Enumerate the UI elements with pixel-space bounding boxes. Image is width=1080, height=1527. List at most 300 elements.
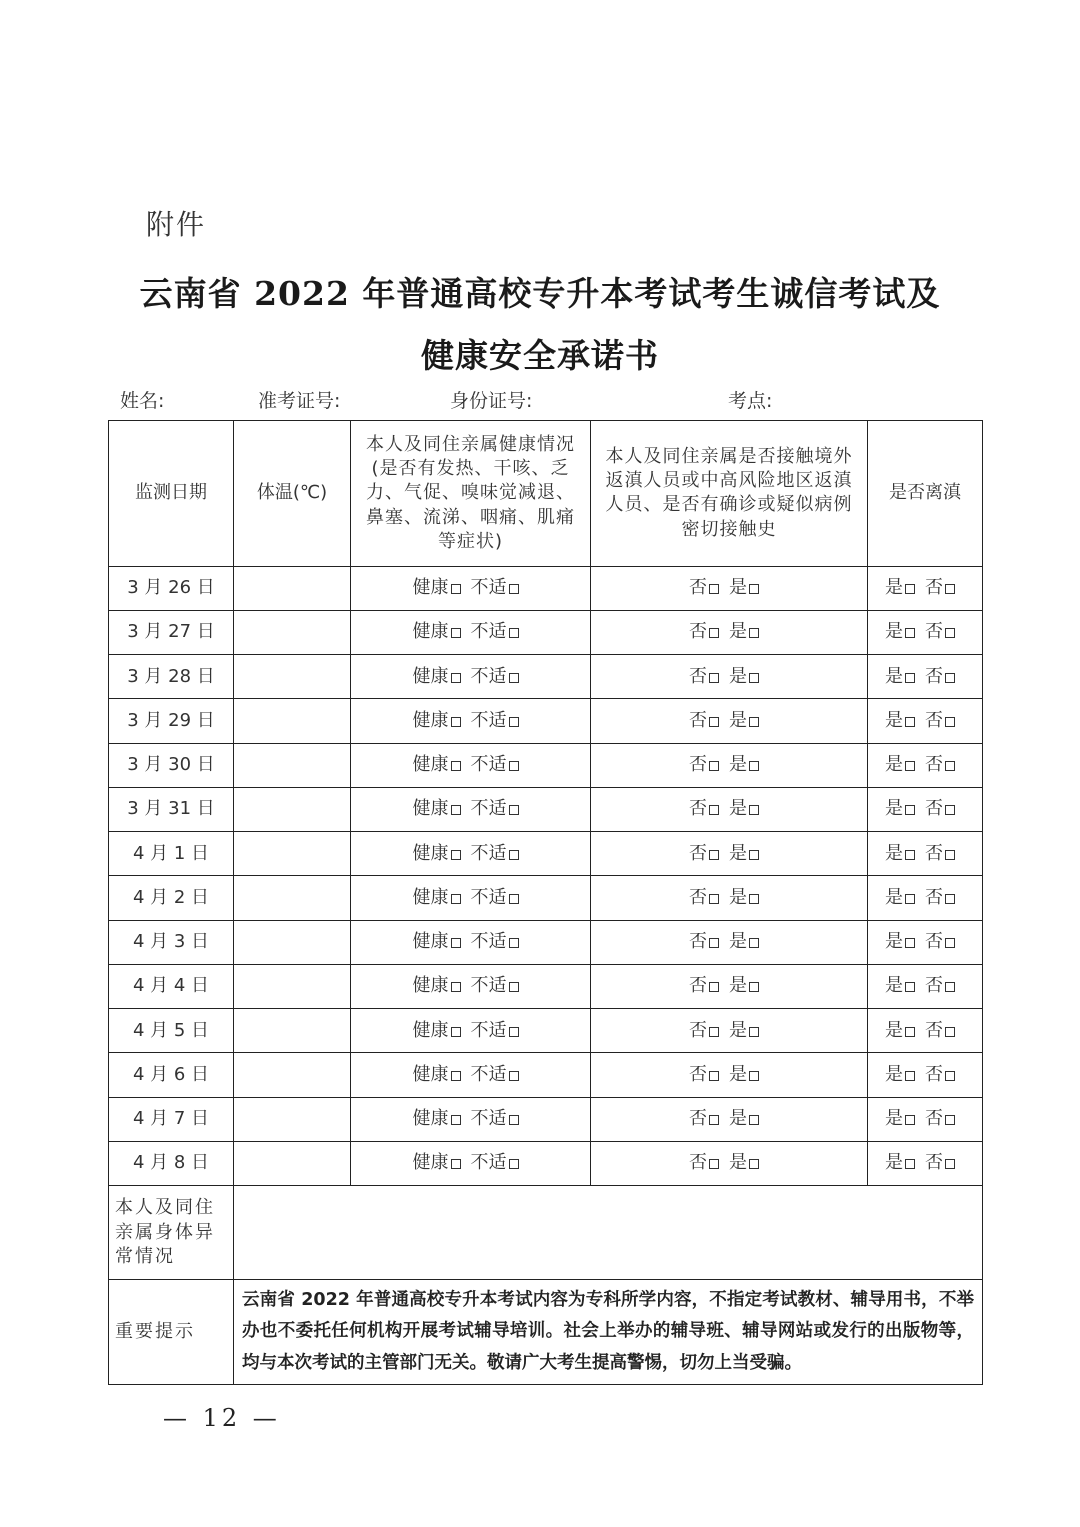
option-unwell[interactable] bbox=[471, 1064, 529, 1085]
option-unwell[interactable] bbox=[471, 931, 529, 952]
option-no[interactable] bbox=[689, 1108, 729, 1129]
notice-text: 云南省 2022 年普通高校专升本考试内容为专科所学内容，不指定考试教材、辅导用书，不举办也不委托任何机构开展考试辅导培训。社会上举办的辅导班、辅导网站或发行的出版物等，均与本次考试的主管部门无关。敬请广大考生提高警惕，切勿上当受骗。 bbox=[234, 1280, 983, 1385]
option-healthy-label: 健康 bbox=[412, 621, 449, 643]
health-status-cell bbox=[351, 1053, 591, 1097]
checkbox[interactable] bbox=[709, 584, 719, 594]
checkbox[interactable] bbox=[905, 894, 915, 904]
monitor-date: 4 月 2 日 bbox=[109, 876, 234, 920]
option-yes[interactable] bbox=[885, 621, 925, 642]
checkbox[interactable] bbox=[749, 584, 759, 594]
option-no[interactable] bbox=[925, 931, 965, 952]
checkbox[interactable] bbox=[509, 1159, 519, 1169]
checkbox[interactable] bbox=[709, 1027, 719, 1037]
temperature-input-cell[interactable] bbox=[234, 832, 351, 876]
option-no-label: 否 bbox=[925, 1108, 943, 1130]
option-healthy-label: 健康 bbox=[412, 1063, 449, 1085]
monitor-date: 3 月 29 日 bbox=[109, 699, 234, 743]
option-yes-label: 是 bbox=[729, 842, 747, 864]
checkbox[interactable] bbox=[749, 761, 759, 771]
monitor-date: 4 月 4 日 bbox=[109, 964, 234, 1008]
checkbox[interactable] bbox=[905, 938, 915, 948]
checkbox[interactable] bbox=[945, 1159, 955, 1169]
applicant-fields bbox=[0, 386, 1080, 412]
option-unwell[interactable] bbox=[471, 1020, 529, 1041]
option-no-label: 否 bbox=[925, 1019, 943, 1041]
checkbox[interactable] bbox=[451, 850, 461, 860]
option-unwell-label: 不适 bbox=[470, 754, 507, 776]
checkbox[interactable] bbox=[451, 982, 461, 992]
option-yes-label: 是 bbox=[885, 621, 903, 643]
option-no[interactable] bbox=[925, 975, 965, 996]
checkbox[interactable] bbox=[709, 850, 719, 860]
option-yes-label: 是 bbox=[885, 709, 903, 731]
option-healthy-label: 健康 bbox=[412, 886, 449, 908]
checkbox[interactable] bbox=[709, 1115, 719, 1125]
contact-history-cell bbox=[591, 1009, 868, 1053]
checkbox[interactable] bbox=[945, 673, 955, 683]
checkbox[interactable] bbox=[749, 850, 759, 860]
monitor-date: 4 月 7 日 bbox=[109, 1097, 234, 1141]
left-yunnan-cell bbox=[868, 743, 983, 787]
contact-history-cell bbox=[591, 920, 868, 964]
temperature-input-cell[interactable] bbox=[234, 876, 351, 920]
option-no[interactable] bbox=[689, 1020, 729, 1041]
checkbox[interactable] bbox=[509, 850, 519, 860]
checkbox[interactable] bbox=[905, 584, 915, 594]
option-healthy[interactable] bbox=[413, 666, 471, 687]
checkbox[interactable] bbox=[709, 805, 719, 815]
checkbox[interactable] bbox=[945, 805, 955, 815]
checkbox[interactable] bbox=[509, 628, 519, 638]
checkbox[interactable] bbox=[509, 805, 519, 815]
checkbox[interactable] bbox=[451, 1071, 461, 1081]
option-no[interactable] bbox=[925, 887, 965, 908]
left-yunnan-cell bbox=[868, 787, 983, 831]
option-no[interactable] bbox=[925, 798, 965, 819]
checkbox[interactable] bbox=[905, 1027, 915, 1037]
checkbox[interactable] bbox=[509, 761, 519, 771]
monitor-date: 4 月 5 日 bbox=[109, 1009, 234, 1053]
option-yes[interactable] bbox=[729, 1108, 769, 1129]
option-no[interactable] bbox=[689, 843, 729, 864]
checkbox[interactable] bbox=[509, 673, 519, 683]
temperature-input-cell[interactable] bbox=[234, 699, 351, 743]
temperature-input-cell[interactable] bbox=[234, 964, 351, 1008]
option-no[interactable] bbox=[689, 1064, 729, 1085]
option-yes[interactable] bbox=[885, 754, 925, 775]
checkbox[interactable] bbox=[905, 1071, 915, 1081]
option-unwell[interactable] bbox=[471, 975, 529, 996]
contact-history-cell bbox=[591, 743, 868, 787]
option-no[interactable] bbox=[925, 754, 965, 775]
notice-row bbox=[109, 1280, 983, 1385]
option-no-label: 否 bbox=[925, 709, 943, 731]
checkbox[interactable] bbox=[945, 717, 955, 727]
option-no[interactable] bbox=[689, 887, 729, 908]
checkbox[interactable] bbox=[451, 1027, 461, 1037]
checkbox[interactable] bbox=[509, 938, 519, 948]
checkbox[interactable] bbox=[709, 938, 719, 948]
left-yunnan-cell bbox=[868, 876, 983, 920]
option-yes[interactable] bbox=[729, 666, 769, 687]
temperature-input-cell[interactable] bbox=[234, 920, 351, 964]
contact-history-cell bbox=[591, 876, 868, 920]
option-healthy-label: 健康 bbox=[412, 798, 449, 820]
checkbox[interactable] bbox=[749, 628, 759, 638]
left-yunnan-cell bbox=[868, 1097, 983, 1141]
left-yunnan-cell bbox=[868, 1009, 983, 1053]
option-healthy[interactable] bbox=[413, 754, 471, 775]
option-no-label: 否 bbox=[689, 665, 707, 687]
option-no[interactable] bbox=[689, 621, 729, 642]
option-healthy-label: 健康 bbox=[412, 1108, 449, 1130]
option-no[interactable] bbox=[689, 710, 729, 731]
contact-history-cell bbox=[591, 610, 868, 654]
option-unwell-label: 不适 bbox=[470, 975, 507, 997]
option-unwell-label: 不适 bbox=[470, 621, 507, 643]
checkbox[interactable] bbox=[905, 850, 915, 860]
option-no-label: 否 bbox=[689, 709, 707, 731]
option-no[interactable] bbox=[689, 577, 729, 598]
option-no[interactable] bbox=[925, 1020, 965, 1041]
option-no[interactable] bbox=[925, 1108, 965, 1129]
checkbox[interactable] bbox=[945, 982, 955, 992]
checkbox[interactable] bbox=[709, 628, 719, 638]
option-no-label: 否 bbox=[689, 621, 707, 643]
checkbox[interactable] bbox=[451, 628, 461, 638]
health-status-cell bbox=[351, 1009, 591, 1053]
option-no[interactable] bbox=[925, 1152, 965, 1173]
header-health-status: 本人及同住亲属健康情况(是否有发热、干咳、乏力、气促、嗅味觉减退、鼻塞、流涕、咽痛、肌痛等症状) bbox=[351, 421, 591, 567]
temperature-input-cell[interactable] bbox=[234, 655, 351, 699]
option-yes-label: 是 bbox=[729, 1152, 747, 1174]
abnormal-condition-row bbox=[109, 1186, 983, 1280]
health-status-cell bbox=[351, 1141, 591, 1185]
option-healthy-label: 健康 bbox=[412, 577, 449, 599]
option-no-label: 否 bbox=[925, 621, 943, 643]
option-no[interactable] bbox=[689, 975, 729, 996]
checkbox[interactable] bbox=[709, 1071, 719, 1081]
option-unwell[interactable] bbox=[471, 577, 529, 598]
option-no[interactable] bbox=[925, 577, 965, 598]
checkbox[interactable] bbox=[509, 584, 519, 594]
option-no-label: 否 bbox=[925, 665, 943, 687]
option-no-label: 否 bbox=[689, 842, 707, 864]
option-yes[interactable] bbox=[729, 1064, 769, 1085]
checkbox[interactable] bbox=[945, 1115, 955, 1125]
option-healthy-label: 健康 bbox=[412, 842, 449, 864]
option-healthy[interactable] bbox=[413, 1020, 471, 1041]
option-yes-label: 是 bbox=[885, 1108, 903, 1130]
notice-label: 重要提示 bbox=[109, 1280, 234, 1385]
option-yes-label: 是 bbox=[885, 1019, 903, 1041]
option-no[interactable] bbox=[925, 710, 965, 731]
health-status-cell bbox=[351, 743, 591, 787]
checkbox[interactable] bbox=[451, 938, 461, 948]
annex-label: 附件 bbox=[146, 208, 207, 241]
table-row bbox=[109, 876, 983, 920]
option-yes[interactable] bbox=[885, 1064, 925, 1085]
contact-history-cell bbox=[591, 655, 868, 699]
option-no-label: 否 bbox=[689, 754, 707, 776]
table-row bbox=[109, 699, 983, 743]
option-healthy[interactable] bbox=[413, 621, 471, 642]
checkbox[interactable] bbox=[905, 628, 915, 638]
checkbox[interactable] bbox=[945, 628, 955, 638]
option-unwell-label: 不适 bbox=[470, 1063, 507, 1085]
checkbox[interactable] bbox=[905, 761, 915, 771]
option-healthy[interactable] bbox=[413, 1108, 471, 1129]
checkbox[interactable] bbox=[509, 1071, 519, 1081]
health-status-cell bbox=[351, 699, 591, 743]
option-yes[interactable] bbox=[729, 975, 769, 996]
option-yes-label: 是 bbox=[729, 975, 747, 997]
option-yes[interactable] bbox=[885, 666, 925, 687]
option-yes[interactable] bbox=[885, 1152, 925, 1173]
option-no-label: 否 bbox=[689, 886, 707, 908]
option-yes-label: 是 bbox=[729, 886, 747, 908]
checkbox[interactable] bbox=[709, 673, 719, 683]
checkbox[interactable] bbox=[749, 805, 759, 815]
checkbox[interactable] bbox=[709, 1159, 719, 1169]
health-monitoring-table bbox=[108, 420, 983, 1385]
checkbox[interactable] bbox=[709, 761, 719, 771]
checkbox[interactable] bbox=[509, 1115, 519, 1125]
option-yes-label: 是 bbox=[885, 798, 903, 820]
option-unwell[interactable] bbox=[471, 1152, 529, 1173]
option-yes-label: 是 bbox=[885, 975, 903, 997]
table-row bbox=[109, 566, 983, 610]
option-healthy-label: 健康 bbox=[412, 709, 449, 731]
monitor-date: 3 月 30 日 bbox=[109, 743, 234, 787]
option-no-label: 否 bbox=[689, 577, 707, 599]
option-no-label: 否 bbox=[925, 754, 943, 776]
table-row bbox=[109, 1141, 983, 1185]
option-unwell-label: 不适 bbox=[470, 665, 507, 687]
checkbox[interactable] bbox=[905, 1159, 915, 1169]
checkbox[interactable] bbox=[709, 717, 719, 727]
option-yes[interactable] bbox=[885, 798, 925, 819]
contact-history-cell bbox=[591, 787, 868, 831]
checkbox[interactable] bbox=[749, 1027, 759, 1037]
health-status-cell bbox=[351, 832, 591, 876]
document-title-line2: 健康安全承诺书 bbox=[421, 336, 659, 375]
checkbox[interactable] bbox=[451, 761, 461, 771]
checkbox[interactable] bbox=[709, 982, 719, 992]
header-temperature: 体温(℃) bbox=[234, 421, 351, 567]
checkbox[interactable] bbox=[749, 717, 759, 727]
option-yes-label: 是 bbox=[729, 931, 747, 953]
temperature-input-cell[interactable] bbox=[234, 787, 351, 831]
checkbox[interactable] bbox=[905, 717, 915, 727]
option-yes[interactable] bbox=[729, 1152, 769, 1173]
header-contact-history: 本人及同住亲属是否接触境外返滇人员或中高风险地区返滇人员、是否有确诊或疑似病例密切接触史 bbox=[591, 421, 868, 567]
table-row bbox=[109, 920, 983, 964]
option-yes-label: 是 bbox=[885, 1063, 903, 1085]
checkbox[interactable] bbox=[451, 805, 461, 815]
checkbox[interactable] bbox=[451, 1159, 461, 1169]
option-yes-label: 是 bbox=[729, 754, 747, 776]
checkbox[interactable] bbox=[749, 1159, 759, 1169]
temperature-input-cell[interactable] bbox=[234, 743, 351, 787]
checkbox[interactable] bbox=[945, 894, 955, 904]
option-yes[interactable] bbox=[885, 577, 925, 598]
option-yes[interactable] bbox=[885, 710, 925, 731]
left-yunnan-cell bbox=[868, 964, 983, 1008]
health-status-cell bbox=[351, 655, 591, 699]
option-no[interactable] bbox=[925, 843, 965, 864]
option-unwell[interactable] bbox=[471, 710, 529, 731]
checkbox[interactable] bbox=[451, 1115, 461, 1125]
option-healthy[interactable] bbox=[413, 887, 471, 908]
option-yes[interactable] bbox=[885, 1020, 925, 1041]
checkbox[interactable] bbox=[509, 717, 519, 727]
option-unwell[interactable] bbox=[471, 887, 529, 908]
option-unwell-label: 不适 bbox=[470, 886, 507, 908]
option-healthy[interactable] bbox=[413, 1152, 471, 1173]
option-no-label: 否 bbox=[689, 798, 707, 820]
checkbox[interactable] bbox=[945, 761, 955, 771]
option-unwell[interactable] bbox=[471, 798, 529, 819]
option-yes-label: 是 bbox=[885, 886, 903, 908]
option-unwell[interactable] bbox=[471, 666, 529, 687]
option-no[interactable] bbox=[925, 621, 965, 642]
option-unwell[interactable] bbox=[471, 754, 529, 775]
checkbox[interactable] bbox=[749, 982, 759, 992]
option-no[interactable] bbox=[689, 798, 729, 819]
checkbox[interactable] bbox=[905, 673, 915, 683]
option-no-label: 否 bbox=[925, 577, 943, 599]
option-no[interactable] bbox=[689, 931, 729, 952]
option-unwell-label: 不适 bbox=[470, 1152, 507, 1174]
checkbox[interactable] bbox=[945, 1027, 955, 1037]
option-no-label: 否 bbox=[925, 1152, 943, 1174]
table-row bbox=[109, 1097, 983, 1141]
name-field-label: 姓名: bbox=[120, 390, 165, 412]
abnormal-condition-input[interactable] bbox=[234, 1186, 983, 1280]
checkbox[interactable] bbox=[905, 982, 915, 992]
option-unwell[interactable] bbox=[471, 621, 529, 642]
option-no-label: 否 bbox=[689, 975, 707, 997]
temperature-input-cell[interactable] bbox=[234, 1097, 351, 1141]
table-row bbox=[109, 964, 983, 1008]
checkbox[interactable] bbox=[451, 584, 461, 594]
temperature-input-cell[interactable] bbox=[234, 1053, 351, 1097]
monitor-date: 4 月 6 日 bbox=[109, 1053, 234, 1097]
checkbox[interactable] bbox=[509, 894, 519, 904]
option-no[interactable] bbox=[925, 666, 965, 687]
option-no-label: 否 bbox=[689, 1063, 707, 1085]
checkbox[interactable] bbox=[945, 1071, 955, 1081]
checkbox[interactable] bbox=[749, 938, 759, 948]
option-yes[interactable] bbox=[729, 577, 769, 598]
option-yes[interactable] bbox=[729, 1020, 769, 1041]
checkbox[interactable] bbox=[945, 850, 955, 860]
option-no-label: 否 bbox=[925, 798, 943, 820]
left-yunnan-cell bbox=[868, 832, 983, 876]
option-yes[interactable] bbox=[885, 1108, 925, 1129]
option-yes[interactable] bbox=[885, 931, 925, 952]
checkbox[interactable] bbox=[905, 1115, 915, 1125]
option-unwell-label: 不适 bbox=[470, 931, 507, 953]
table-row bbox=[109, 787, 983, 831]
left-yunnan-cell bbox=[868, 920, 983, 964]
checkbox[interactable] bbox=[709, 894, 719, 904]
checkbox[interactable] bbox=[749, 894, 759, 904]
option-yes[interactable] bbox=[885, 843, 925, 864]
left-yunnan-cell bbox=[868, 566, 983, 610]
option-yes[interactable] bbox=[729, 887, 769, 908]
option-yes[interactable] bbox=[885, 887, 925, 908]
option-yes[interactable] bbox=[729, 754, 769, 775]
option-healthy[interactable] bbox=[413, 843, 471, 864]
checkbox[interactable] bbox=[749, 673, 759, 683]
checkbox[interactable] bbox=[451, 673, 461, 683]
checkbox[interactable] bbox=[749, 1071, 759, 1081]
option-no[interactable] bbox=[689, 754, 729, 775]
id-number-field-label: 身份证号: bbox=[450, 390, 533, 412]
option-no[interactable] bbox=[689, 1152, 729, 1173]
option-no[interactable] bbox=[689, 666, 729, 687]
option-unwell-label: 不适 bbox=[470, 709, 507, 731]
option-no-label: 否 bbox=[689, 1019, 707, 1041]
option-unwell[interactable] bbox=[471, 1108, 529, 1129]
option-yes[interactable] bbox=[885, 975, 925, 996]
option-yes-label: 是 bbox=[885, 1152, 903, 1174]
header-date: 监测日期 bbox=[109, 421, 234, 567]
checkbox[interactable] bbox=[945, 938, 955, 948]
option-no-label: 否 bbox=[689, 1108, 707, 1130]
page-number: — 12 — bbox=[163, 1404, 281, 1432]
temperature-input-cell[interactable] bbox=[234, 610, 351, 654]
monitor-date: 4 月 3 日 bbox=[109, 920, 234, 964]
health-status-cell bbox=[351, 876, 591, 920]
checkbox[interactable] bbox=[451, 894, 461, 904]
option-yes[interactable] bbox=[729, 710, 769, 731]
option-yes[interactable] bbox=[729, 798, 769, 819]
option-healthy[interactable] bbox=[413, 931, 471, 952]
option-yes[interactable] bbox=[729, 843, 769, 864]
option-no-label: 否 bbox=[689, 1152, 707, 1174]
temperature-input-cell[interactable] bbox=[234, 1009, 351, 1053]
option-yes[interactable] bbox=[729, 621, 769, 642]
option-no[interactable] bbox=[925, 1064, 965, 1085]
contact-history-cell bbox=[591, 1053, 868, 1097]
option-healthy[interactable] bbox=[413, 975, 471, 996]
checkbox[interactable] bbox=[451, 717, 461, 727]
checkbox[interactable] bbox=[945, 584, 955, 594]
contact-history-cell bbox=[591, 1141, 868, 1185]
checkbox[interactable] bbox=[749, 1115, 759, 1125]
table-row bbox=[109, 1009, 983, 1053]
temperature-input-cell[interactable] bbox=[234, 566, 351, 610]
option-yes[interactable] bbox=[729, 931, 769, 952]
option-unwell[interactable] bbox=[471, 843, 529, 864]
option-healthy[interactable] bbox=[413, 710, 471, 731]
checkbox[interactable] bbox=[509, 1027, 519, 1037]
checkbox[interactable] bbox=[509, 982, 519, 992]
table-row bbox=[109, 1053, 983, 1097]
option-healthy[interactable] bbox=[413, 798, 471, 819]
option-healthy[interactable] bbox=[413, 1064, 471, 1085]
option-healthy[interactable] bbox=[413, 577, 471, 598]
monitor-date: 4 月 8 日 bbox=[109, 1141, 234, 1185]
health-status-cell bbox=[351, 787, 591, 831]
table-row bbox=[109, 610, 983, 654]
left-yunnan-cell bbox=[868, 699, 983, 743]
temperature-input-cell[interactable] bbox=[234, 1141, 351, 1185]
checkbox[interactable] bbox=[905, 805, 915, 815]
